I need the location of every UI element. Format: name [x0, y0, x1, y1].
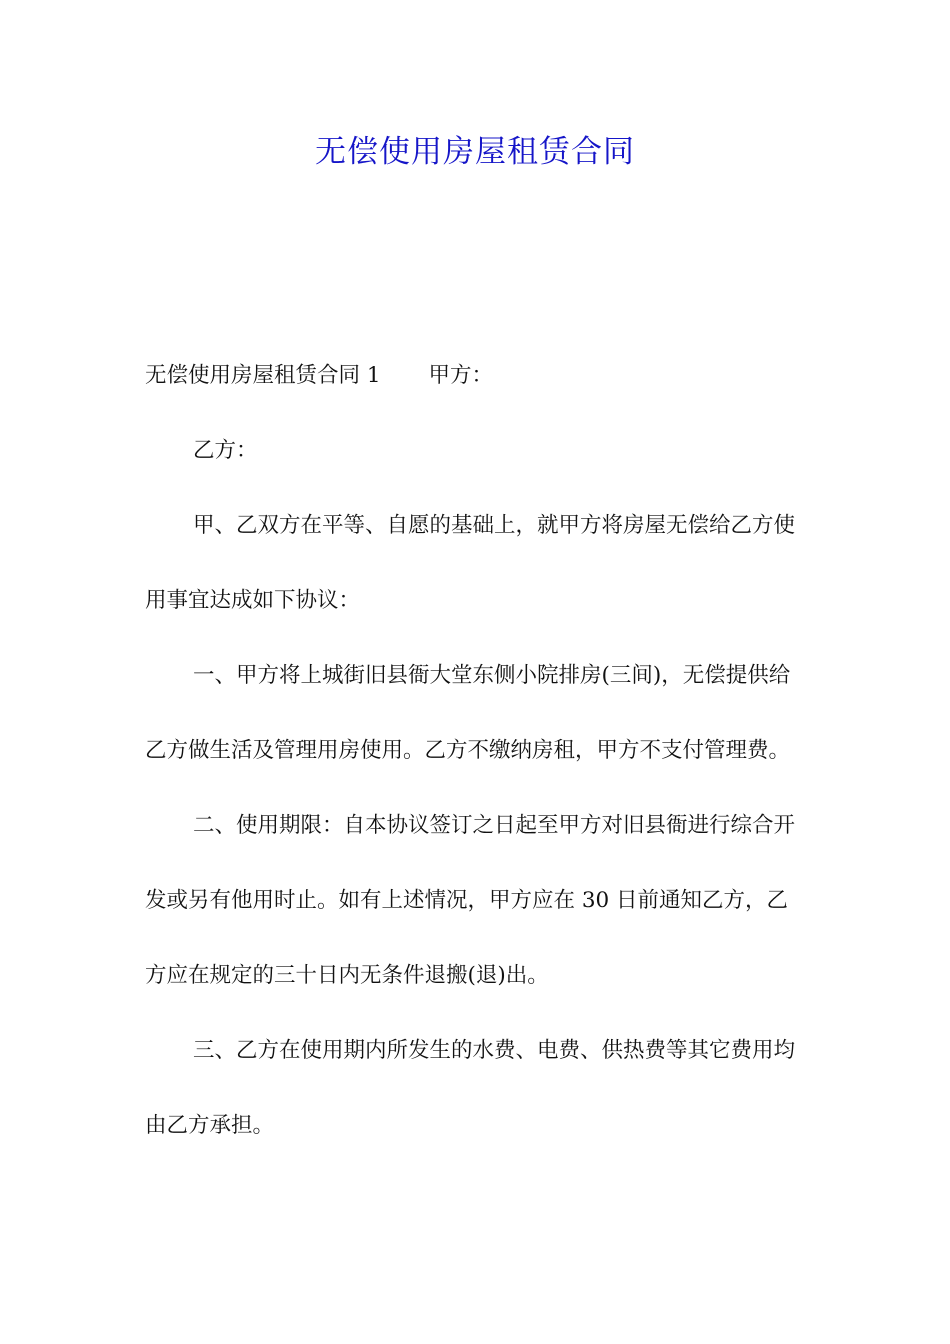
paragraph-intro: 甲、乙双方在平等、自愿的基础上，就甲方将房屋无偿给乙方使用事宜达成如下协议：	[145, 513, 796, 613]
document-title: 无偿使用房屋租赁合同	[315, 134, 635, 170]
paragraph-clause-2: 二、使用期限：自本协议签订之日起至甲方对旧县衙进行综合开发或另有他用时止。如有上述情况，甲方应在 30 日前通知乙方，乙方应在规定的三十日内无条件退搬(退)出。	[145, 813, 796, 988]
paragraph-heading-party-a	[145, 338, 807, 413]
paragraph-clause-3: 三、乙方在使用期内所发生的水费、电费、供热费等其它费用均由乙方承担。	[145, 1038, 796, 1138]
contract-number-label: 无偿使用房屋租赁合同 1	[145, 363, 381, 388]
party-a-label: 甲方：	[428, 363, 494, 388]
paragraph-party-b: 乙方：	[193, 438, 258, 463]
document-body	[145, 338, 807, 1163]
paragraph-clause-1: 一、甲方将上城街旧县衙大堂东侧小院排房(三间)，无偿提供给乙方做生活及管理用房使用。乙方不缴纳房租，甲方不支付管理费。	[145, 663, 791, 763]
